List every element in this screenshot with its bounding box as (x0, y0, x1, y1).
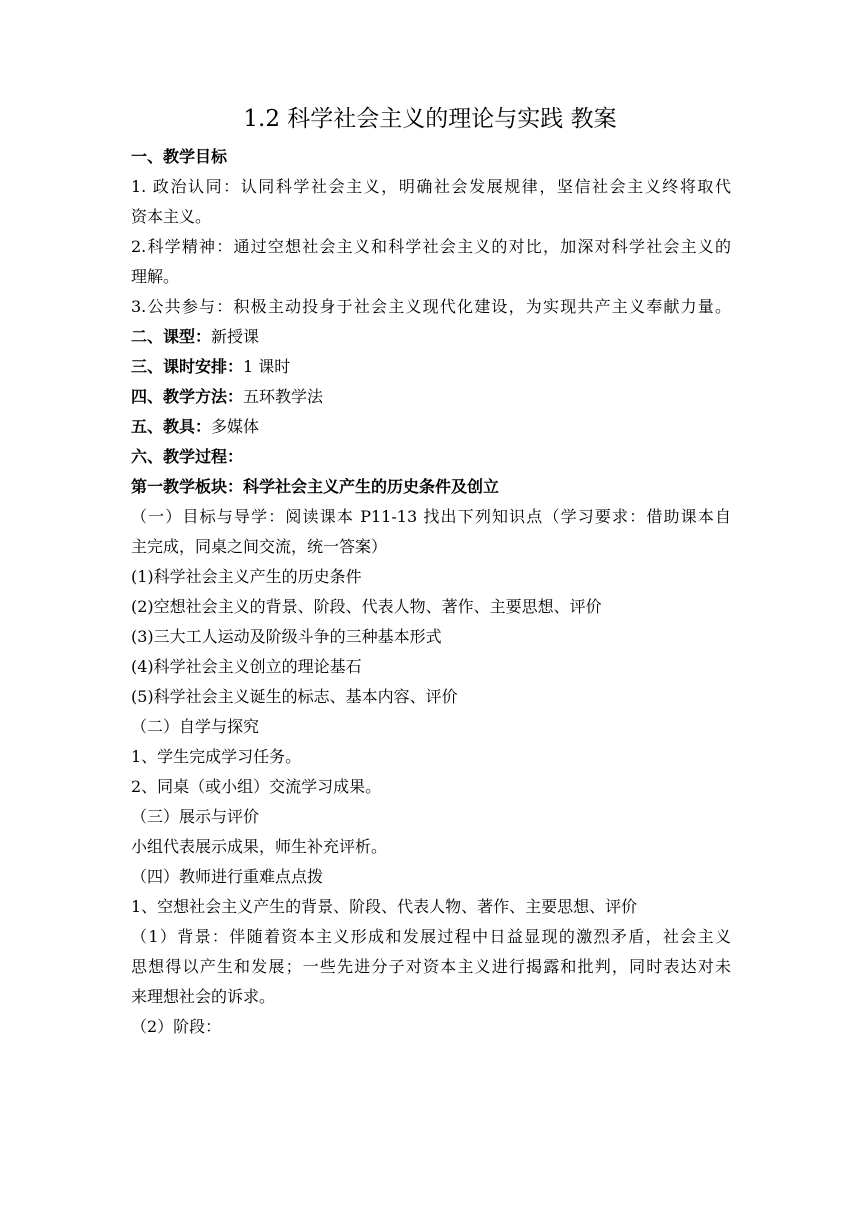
knowledge-point-4: (4)科学社会主义创立的理论基石 (131, 657, 362, 676)
teaching-method-label: 四、教学方法： (131, 387, 244, 406)
block-1-heading: 第一教学板块：科学社会主义产生的历史条件及创立 (131, 477, 500, 496)
stage-heading: （2）阶段： (131, 1017, 222, 1036)
objective-1-line-1: 1. 政治认同：认同科学社会主义，明确社会发展规律，坚信社会主义终将取代 (131, 177, 731, 196)
background-line-2: 思想得以产生和发展；一些先进分子对资本主义进行揭露和批判，同时表达对未 (131, 957, 731, 976)
objective-1-line-2: 资本主义。 (131, 207, 212, 226)
guide-line-2: 主完成，同桌之间交流，统一答案） (131, 537, 388, 556)
course-hours-value: 1 课时 (243, 357, 291, 376)
section-heading-objectives: 一、教学目标 (131, 147, 228, 166)
guide-line-1: （一）目标与导学：阅读课本 P11-13 找出下列知识点（学习要求：借助课本自 (131, 507, 731, 526)
self-study-item-1: 1、学生完成学习任务。 (131, 747, 302, 766)
background-line-3: 来理想社会的诉求。 (131, 987, 276, 1006)
knowledge-point-5: (5)科学社会主义诞生的标志、基本内容、评价 (131, 687, 458, 706)
process-heading: 六、教学过程： (131, 447, 244, 466)
objective-2-line-2: 理解。 (131, 267, 180, 286)
course-type-row (131, 322, 731, 352)
objective-2-line-1: 2.科学精神：通过空想社会主义和科学社会主义的对比，加深对科学社会主义的 (131, 237, 731, 256)
knowledge-point-1: (1)科学社会主义产生的历史条件 (131, 567, 362, 586)
objective-3: 3.公共参与：积极主动投身于社会主义现代化建设，为实现共产主义奉献力量。 (131, 297, 731, 316)
course-hours-label: 三、课时安排： (131, 357, 244, 376)
self-study-item-2: 2、同桌（或小组）交流学习成果。 (131, 777, 382, 796)
background-line-1: （1）背景：伴随着资本主义形成和发展过程中日益显现的激烈矛盾，社会主义 (131, 927, 731, 946)
teacher-item-1: 1、空想社会主义产生的背景、阶段、代表人物、著作、主要思想、评价 (131, 897, 638, 916)
show-heading: （三）展示与评价 (131, 807, 260, 826)
teacher-heading: （四）教师进行重难点点拨 (131, 867, 324, 886)
course-type-value: 新授课 (211, 327, 260, 346)
self-study-heading: （二）自学与探究 (131, 717, 260, 736)
teaching-tools-value: 多媒体 (211, 417, 260, 436)
course-hours-row (131, 352, 731, 382)
show-text: 小组代表展示成果，师生补充评析。 (131, 837, 388, 856)
knowledge-point-2: (2)空想社会主义的背景、阶段、代表人物、著作、主要思想、评价 (131, 597, 602, 616)
teaching-method-row (131, 382, 731, 412)
teaching-tools-label: 五、教具： (131, 417, 212, 436)
document-body (131, 142, 731, 1042)
document-title: 1.2 科学社会主义的理论与实践 教案 (243, 106, 617, 132)
teaching-method-value: 五环教学法 (243, 387, 324, 406)
knowledge-point-3: (3)三大工人运动及阶级斗争的三种基本形式 (131, 627, 442, 646)
teaching-tools-row (131, 412, 731, 442)
course-type-label: 二、课型： (131, 327, 212, 346)
